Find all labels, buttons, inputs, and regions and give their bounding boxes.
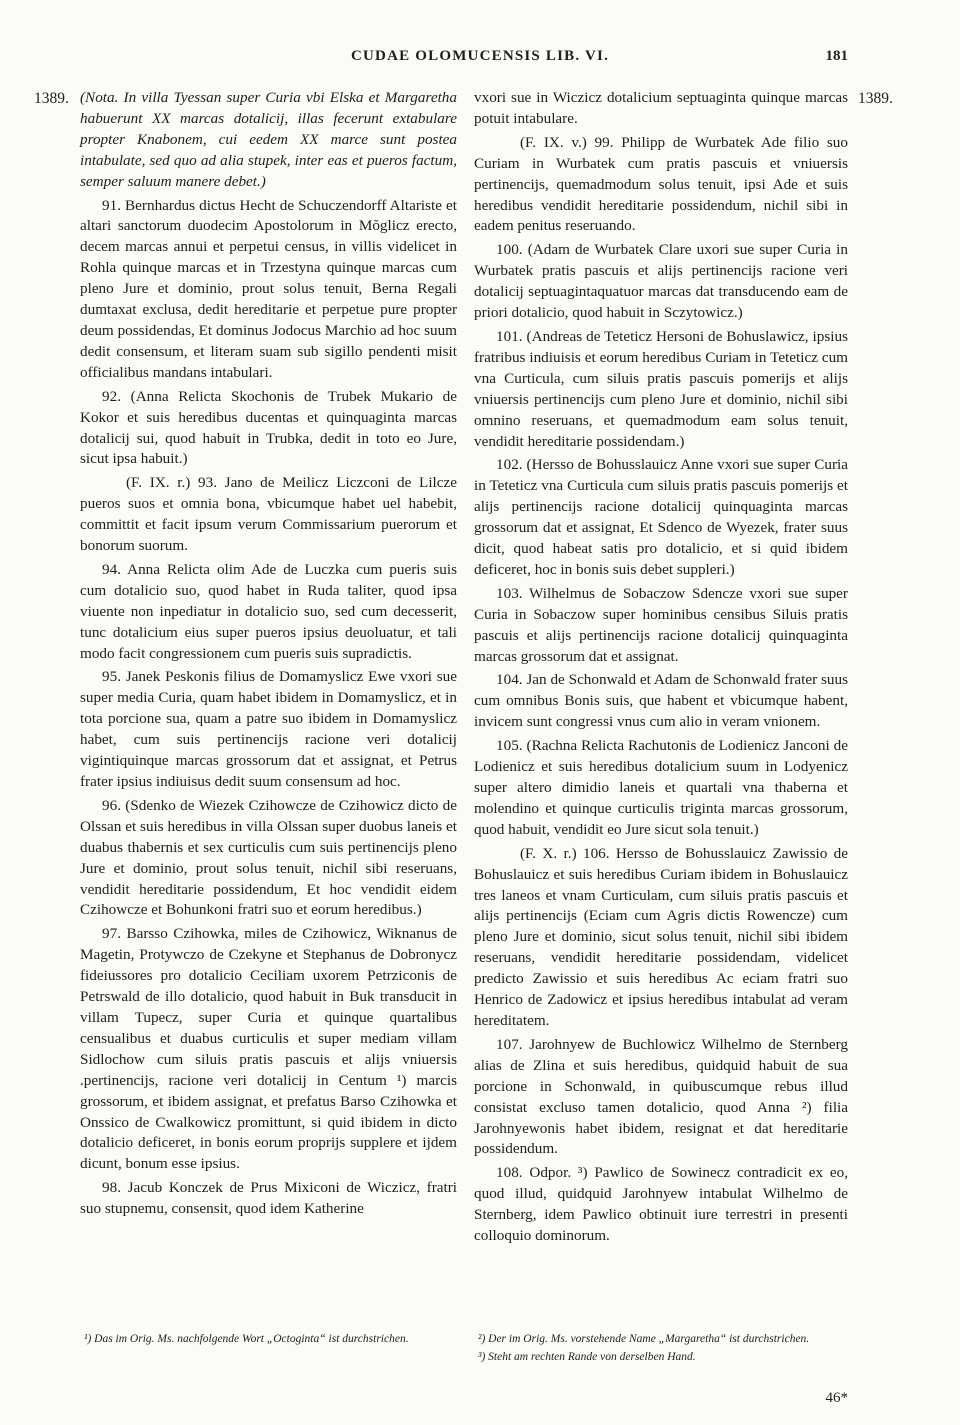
paragraph-94: 94. Anna Relicta olim Ade de Luczka cum pueris suis cum dotalicio suo, quod habet in Ruda taliter, quod ipsa viuente non inpediatur in dotalicio suo, sed cum decesserit, tunc dotalicium eius super pueros ipsius deuoluatur, et tali modo facit congressionem cum pueris suis supradictis. — [80, 560, 457, 662]
paragraph-95: 95. Janek Peskonis filius de Domamyslicz Ewe vxori sue super media Curia, quam habet ibidem in Domamyslicz, et in tota porcione sua, quam a patre suo ibidem in Domamyslicz habet, cum suis pertinencijs racione veri dotalicij vigintiquinque marcas grossorum dat et assignat, et Petrus frater ipsius indiuisus dedit suum consensum ad hoc. — [80, 668, 457, 790]
running-header — [0, 48, 960, 72]
margin-year-left: 1389. — [34, 90, 69, 107]
page-number: 181 — [825, 48, 848, 64]
footnotes-right — [478, 1332, 848, 1368]
paragraph-104: 104. Jan de Schonwald et Adam de Schonwald frater suus cum omnibus Bonis suis, que habent et vbicumque habent, invicem sunt congressi vnus cum alio in veram vnionem. — [474, 671, 848, 731]
page-title: CUDAE OLOMUCENSIS LIB. VI. — [350, 48, 610, 64]
paragraph-107: 107. Jarohnyew de Buchlowicz Wilhelmo de Sternberg alias de Zlina et suis heredibus, quidquid habuit de sua porcione in Schonwald, in quibuscumque rebus illud consistat excluso tamen dotalicio, quod Anna ²) filia Jarohnyewonis habet ibidem, resignat et dat hereditarie possidendum. — [474, 1035, 848, 1158]
paragraph-93: (F. IX. r.) 93. Jano de Meilicz Liczconi de Lilcze pueros suos et omnia bona, vbicumque habet uel habebit, committit et facit ipsum verum Commissarium puerorum et bonorum suorum. — [80, 474, 457, 555]
left-column — [80, 88, 457, 1220]
right-column — [474, 88, 848, 1247]
paragraph-99: (F. IX. v.) 99. Philipp de Wurbatek Ade filio suo Curiam in Wurbatek cum pratis pascuis et vniuersis pertinencijs, quemadmodum solus tenuit, ipsi Ade et suis heredibus vendidit hereditarie possidendum, nichil sibi in eadem penitus reseruando. — [474, 133, 848, 235]
paragraph-105: 105. (Rachna Relicta Rachutonis de Lodienicz Janconi de Lodienicz et suis heredibus dotalicium suum in Lodyenicz super altero dimidio laneis et quartali vna thaberna et molendino et quinque curticulis triginta marcas grossorum, quod habuit, vendidit eo Jure sicut sola tenuit.) — [474, 737, 848, 838]
paragraph-101: 101. (Andreas de Teteticz Hersoni de Bohuslawicz, ipsius fratribus indiuisis et eorum heredibus Curiam in Teteticz cum vna Curticula, cum siluis pratis pascuis pomerijs et alijs vniuersis pertinencijs cum pleno Jure et dominio, nichil sibi omnino reseruans, et quemadmodum eam solus tenuit, vendidit hereditarie possidendam.) — [474, 327, 848, 450]
footnote-1: ¹) Das im Orig. Ms. nachfolgende Wort „Octoginta“ ist durchstrichen. — [84, 1333, 409, 1345]
margin-year-right: 1389. — [858, 90, 893, 107]
paragraph-note: (Nota. In villa Tyessan super Curia vbi Elska et Margaretha habuerunt XX marcas dotalicij, illas fecerunt extabulare propter Knabonem, cui eedem XX marce sunt postea intabulate, sed quo ad alia stupek, inter eas et pueros factum, semper saluum manere debet.) — [80, 89, 457, 190]
paragraph-97: 97. Barsso Czihowka, miles de Czihowicz, Wiknanus de Magetin, Protywczo de Czekyne et Stephanus de Dobronycz fideiussores pro dotalicio Ceciliam uxorem Petrziconis de Petrswald de illo dotalicio, quod habuit in Buk transducit in villam Tupecz, super Curia et quinque quartalibus censualibus et duabus curticulis et super mediam villam Sidlochow cum siluis pratis pascuis et alijs vniuersis .pertinencijs, racione veri dotalicij in Centum ¹) marcis grossorum, et ibidem assignat, et prefatus Barso Czihowka et Onssico de Cwalkowicz promittunt, si quid ibidem in dicto dotalicio deficeret, in bonis eorum proprijs supplere et ijdem dicunt, bonum esse ipsius. — [80, 925, 457, 1173]
footnote-3: ³) Steht am rechten Rande von derselben Hand. — [478, 1351, 696, 1363]
paragraph-102: 102. (Hersso de Bohusslauicz Anne vxori sue super Curia in Teteticz vna Curticula cum siluis pratis pascuis pomerijs et alijs pertinencijs racione dotalicij quinquaginta marcas grossorum dat et assignat, Et Sdenco de Wyezek, frater suus dicit, quod habeat satis pro dotalicio, et si quid ibidem deficeret, hoc in bonis suis debet suppleri.) — [474, 456, 848, 578]
paragraph-91: 91. Bernhardus dictus Hecht de Schuczendorff Altariste et altari sanctorum duodecim Apostolorum in Mŏglicz erecto, decem marcas annui et perpetui census, in villis videlicet in Rohla quinque marcas et in Trzestyna quinque marcas cum pleno Jure et dominio, prout solus tenuit, Berna Regali dumtaxat exclusa, dedit hereditarie et perpetue pure propter deum possidendas, Et dominus Jodocus Marchio ad hoc suum dedit consensum, et literam suam sub sigillo pendenti misit officialibus mandans intabulari. — [80, 196, 457, 381]
paragraph-108: 108. Odpor. ³) Pawlico de Sowinecz contradicit ex eo, quod illud, quidquid Jarohnyew intabulat Wilhelmo de Sternberg, idem Pawlico obtinuit iure terrestri in presenti colloquio dominorum. — [474, 1164, 848, 1245]
signature-mark: 46* — [825, 1390, 848, 1406]
paragraph-96: 96. (Sdenko de Wiezek Czihowcze de Czihowicz dicto de Olssan et suis heredibus in villa Olssan super duobus laneis et duabus thabernis et sex curticulis cum suis pertinencijs pleno Jure et dominio, prout solus tenuit, nichil sibi reseruans, vendidit hereditarie possidendum, Et hoc vendidit eidem Czihowcze et Bohunkoni fratri suo et eorum heredibus.) — [80, 796, 457, 919]
paragraph-92: 92. (Anna Relicta Skochonis de Trubek Mukario de Kokor et suis heredibus ducentas et quinquaginta marcas dotalicij sui, quod habuit in Trubka, dedit in toto eo Jure, sicut ipsa habuit.) — [80, 387, 457, 468]
paragraph-103: 103. Wilhelmus de Sobaczow Sdencze vxori sue super Curia in Sobaczow super hominibus censibus Siluis pratis pascuis et alijs pertinencijs racione dotalicij quinquaginta marcas grossorum dat et assignat. — [474, 584, 848, 665]
footnote-2: ²) Der im Orig. Ms. vorstehende Name „Margaretha“ ist durchstrichen. — [478, 1333, 810, 1345]
paragraph-98-cont: vxori sue in Wiczicz dotalicium septuaginta quinque marcas potuit intabulare. — [474, 89, 848, 127]
paragraph-106: (F. X. r.) 106. Hersso de Bohusslauicz Zawissio de Bohuslauicz et suis heredibus Curiam ibidem in Bohuslauicz tres laneos et vnam Curticulam, cum siluis pratis pascuis et alijs pertinencijs (Eciam cum Agris dictis Rowencze) cum pleno Jure et dominio, sicut solus tenuit, nichil sibi ibidem reseruans, vendidit hereditarie possidendam, videlicet predicto Zawissio et suis heredibus Ac eciam fratri suo Henrico de Zadowicz et ipsius heredibus intabulat ad veram hereditatem. — [474, 844, 848, 1029]
footnotes-left — [84, 1332, 456, 1350]
paragraph-98: 98. Jacub Konczek de Prus Mixiconi de Wiczicz, fratri suo stupnemu, consensit, quod idem Katherine — [80, 1179, 457, 1218]
paragraph-100: 100. (Adam de Wurbatek Clare uxori sue super Curia in Wurbatek pratis pascuis et alijs pertinencijs racione veri dotalicij septuagintaquatuor marcas dat transducendo eam de priori dotalicio, quod habuit in Sczytowicz.) — [474, 241, 848, 322]
